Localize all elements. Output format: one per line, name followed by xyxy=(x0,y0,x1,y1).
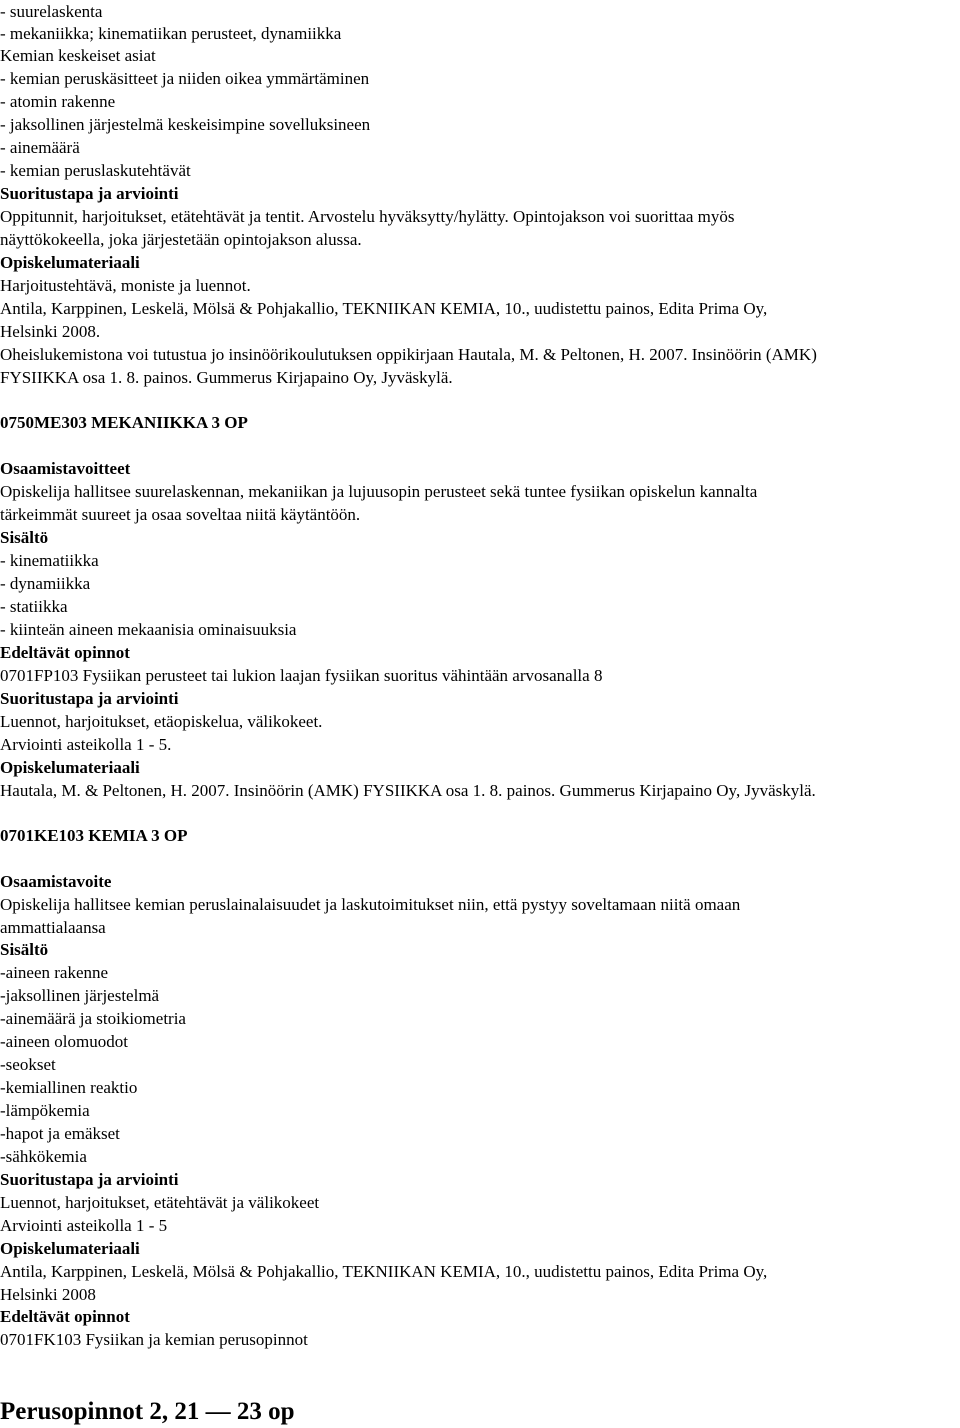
content-line: ammattialaansa xyxy=(0,918,106,937)
section-heading: Opiskelumateriaali xyxy=(0,253,140,272)
content-line: 0701FP103 Fysiikan perusteet tai lukion laajan fysiikan suoritus vähintään arvosanalla 8 xyxy=(0,666,603,685)
content-line: - jaksollinen järjestelmä keskeisimpine sovelluksineen xyxy=(0,115,371,134)
section-heading: Sisältö xyxy=(0,940,49,959)
content-line: - atomin rakenne xyxy=(0,92,116,111)
content-line: Antila, Karppinen, Leskelä, Mölsä & Pohjakallio, TEKNIIKAN KEMIA, 10., uudistettu painos, Edita Prima Oy, xyxy=(0,299,768,318)
content-line: Opiskelija hallitsee suurelaskennan, mekaniikan ja lujuusopin perusteet sekä tuntee fysiikan opiskelun kannalta xyxy=(0,482,758,501)
content-line: - statiikka xyxy=(0,597,68,616)
content-line: - dynamiikka xyxy=(0,574,91,593)
section-heading: Osaamistavoite xyxy=(0,872,112,891)
section-heading: Edeltävät opinnot xyxy=(0,1307,130,1326)
section-heading: Opiskelumateriaali xyxy=(0,758,140,777)
content-line: Antila, Karppinen, Leskelä, Mölsä & Pohjakallio, TEKNIIKAN KEMIA, 10., uudistettu painos, Edita Prima Oy, xyxy=(0,1262,768,1281)
content-line: - suurelaskenta xyxy=(0,2,103,21)
content-line: Helsinki 2008 xyxy=(0,1285,96,1304)
content-line: Luennot, harjoitukset, etätehtävät ja välikokeet xyxy=(0,1193,320,1212)
content-line: - kemian peruslaskutehtävät xyxy=(0,161,191,180)
content-line: -sähkökemia xyxy=(0,1147,87,1166)
content-line: Oppitunnit, harjoitukset, etätehtävät ja tentit. Arvostelu hyväksytty/hylätty. Opintojakson voi suorittaa myös xyxy=(0,207,735,226)
content-line: - kinematiikka xyxy=(0,551,99,570)
content-line: Opiskelija hallitsee kemian peruslainalaisuudet ja laskutoimitukset niin, että pystyy soveltamaan niitä omaan xyxy=(0,895,741,914)
section-heading: Opiskelumateriaali xyxy=(0,1239,140,1258)
content-line: - ainemäärä xyxy=(0,138,80,157)
section-heading: Sisältö xyxy=(0,528,49,547)
content-line: -hapot ja emäkset xyxy=(0,1124,120,1143)
course-title: 0701KE103 KEMIA 3 OP xyxy=(0,826,188,845)
content-line: Arviointi asteikolla 1 - 5. xyxy=(0,735,172,754)
content-line: - kiinteän aineen mekaanisia ominaisuuksia xyxy=(0,620,297,639)
content-line: -seokset xyxy=(0,1055,56,1074)
part-heading: Perusopinnot 2, 21 — 23 op xyxy=(0,1398,295,1425)
content-line: Hautala, M. & Peltonen, H. 2007. Insinöörin (AMK) FYSIIKKA osa 1. 8. painos. Gummerus Kirjapaino Oy, Jyväskylä. xyxy=(0,781,816,800)
content-line: tärkeimmät suureet ja osaa soveltaa niitä käytäntöön. xyxy=(0,505,361,524)
content-line: näyttökokeella, joka järjestetään opintojakson alussa. xyxy=(0,230,362,249)
content-line: Kemian keskeiset asiat xyxy=(0,46,156,65)
content-line: - kemian peruskäsitteet ja niiden oikea ymmärtäminen xyxy=(0,69,370,88)
section-heading: Osaamistavoitteet xyxy=(0,459,131,478)
content-line: -lämpökemia xyxy=(0,1101,90,1120)
content-line: -aineen rakenne xyxy=(0,963,109,982)
section-heading: Suoritustapa ja arviointi xyxy=(0,1170,179,1189)
content-line: Helsinki 2008. xyxy=(0,322,101,341)
content-line: Luennot, harjoitukset, etäopiskelua, välikokeet. xyxy=(0,712,323,731)
content-line: -kemiallinen reaktio xyxy=(0,1078,138,1097)
content-line: - mekaniikka; kinematiikan perusteet, dynamiikka xyxy=(0,24,342,43)
content-line: -jaksollinen järjestelmä xyxy=(0,986,160,1005)
content-line: -ainemäärä ja stoikiometria xyxy=(0,1009,186,1028)
content-line: Oheislukemistona voi tutustua jo insinöörikoulutuksen oppikirjaan Hautala, M. & Peltonen, H. 2007. Insinöörin (AMK) xyxy=(0,345,817,364)
section-heading: Suoritustapa ja arviointi xyxy=(0,689,179,708)
content-line: Arviointi asteikolla 1 - 5 xyxy=(0,1216,168,1235)
content-line: Harjoitustehtävä, moniste ja luennot. xyxy=(0,276,251,295)
section-heading: Edeltävät opinnot xyxy=(0,643,130,662)
course-title: 0750ME303 MEKANIIKKA 3 OP xyxy=(0,413,248,432)
content-line: FYSIIKKA osa 1. 8. painos. Gummerus Kirjapaino Oy, Jyväskylä. xyxy=(0,368,453,387)
content-line: -aineen olomuodot xyxy=(0,1032,128,1051)
section-heading: Suoritustapa ja arviointi xyxy=(0,184,179,203)
content-line: 0701FK103 Fysiikan ja kemian perusopinnot xyxy=(0,1330,308,1349)
